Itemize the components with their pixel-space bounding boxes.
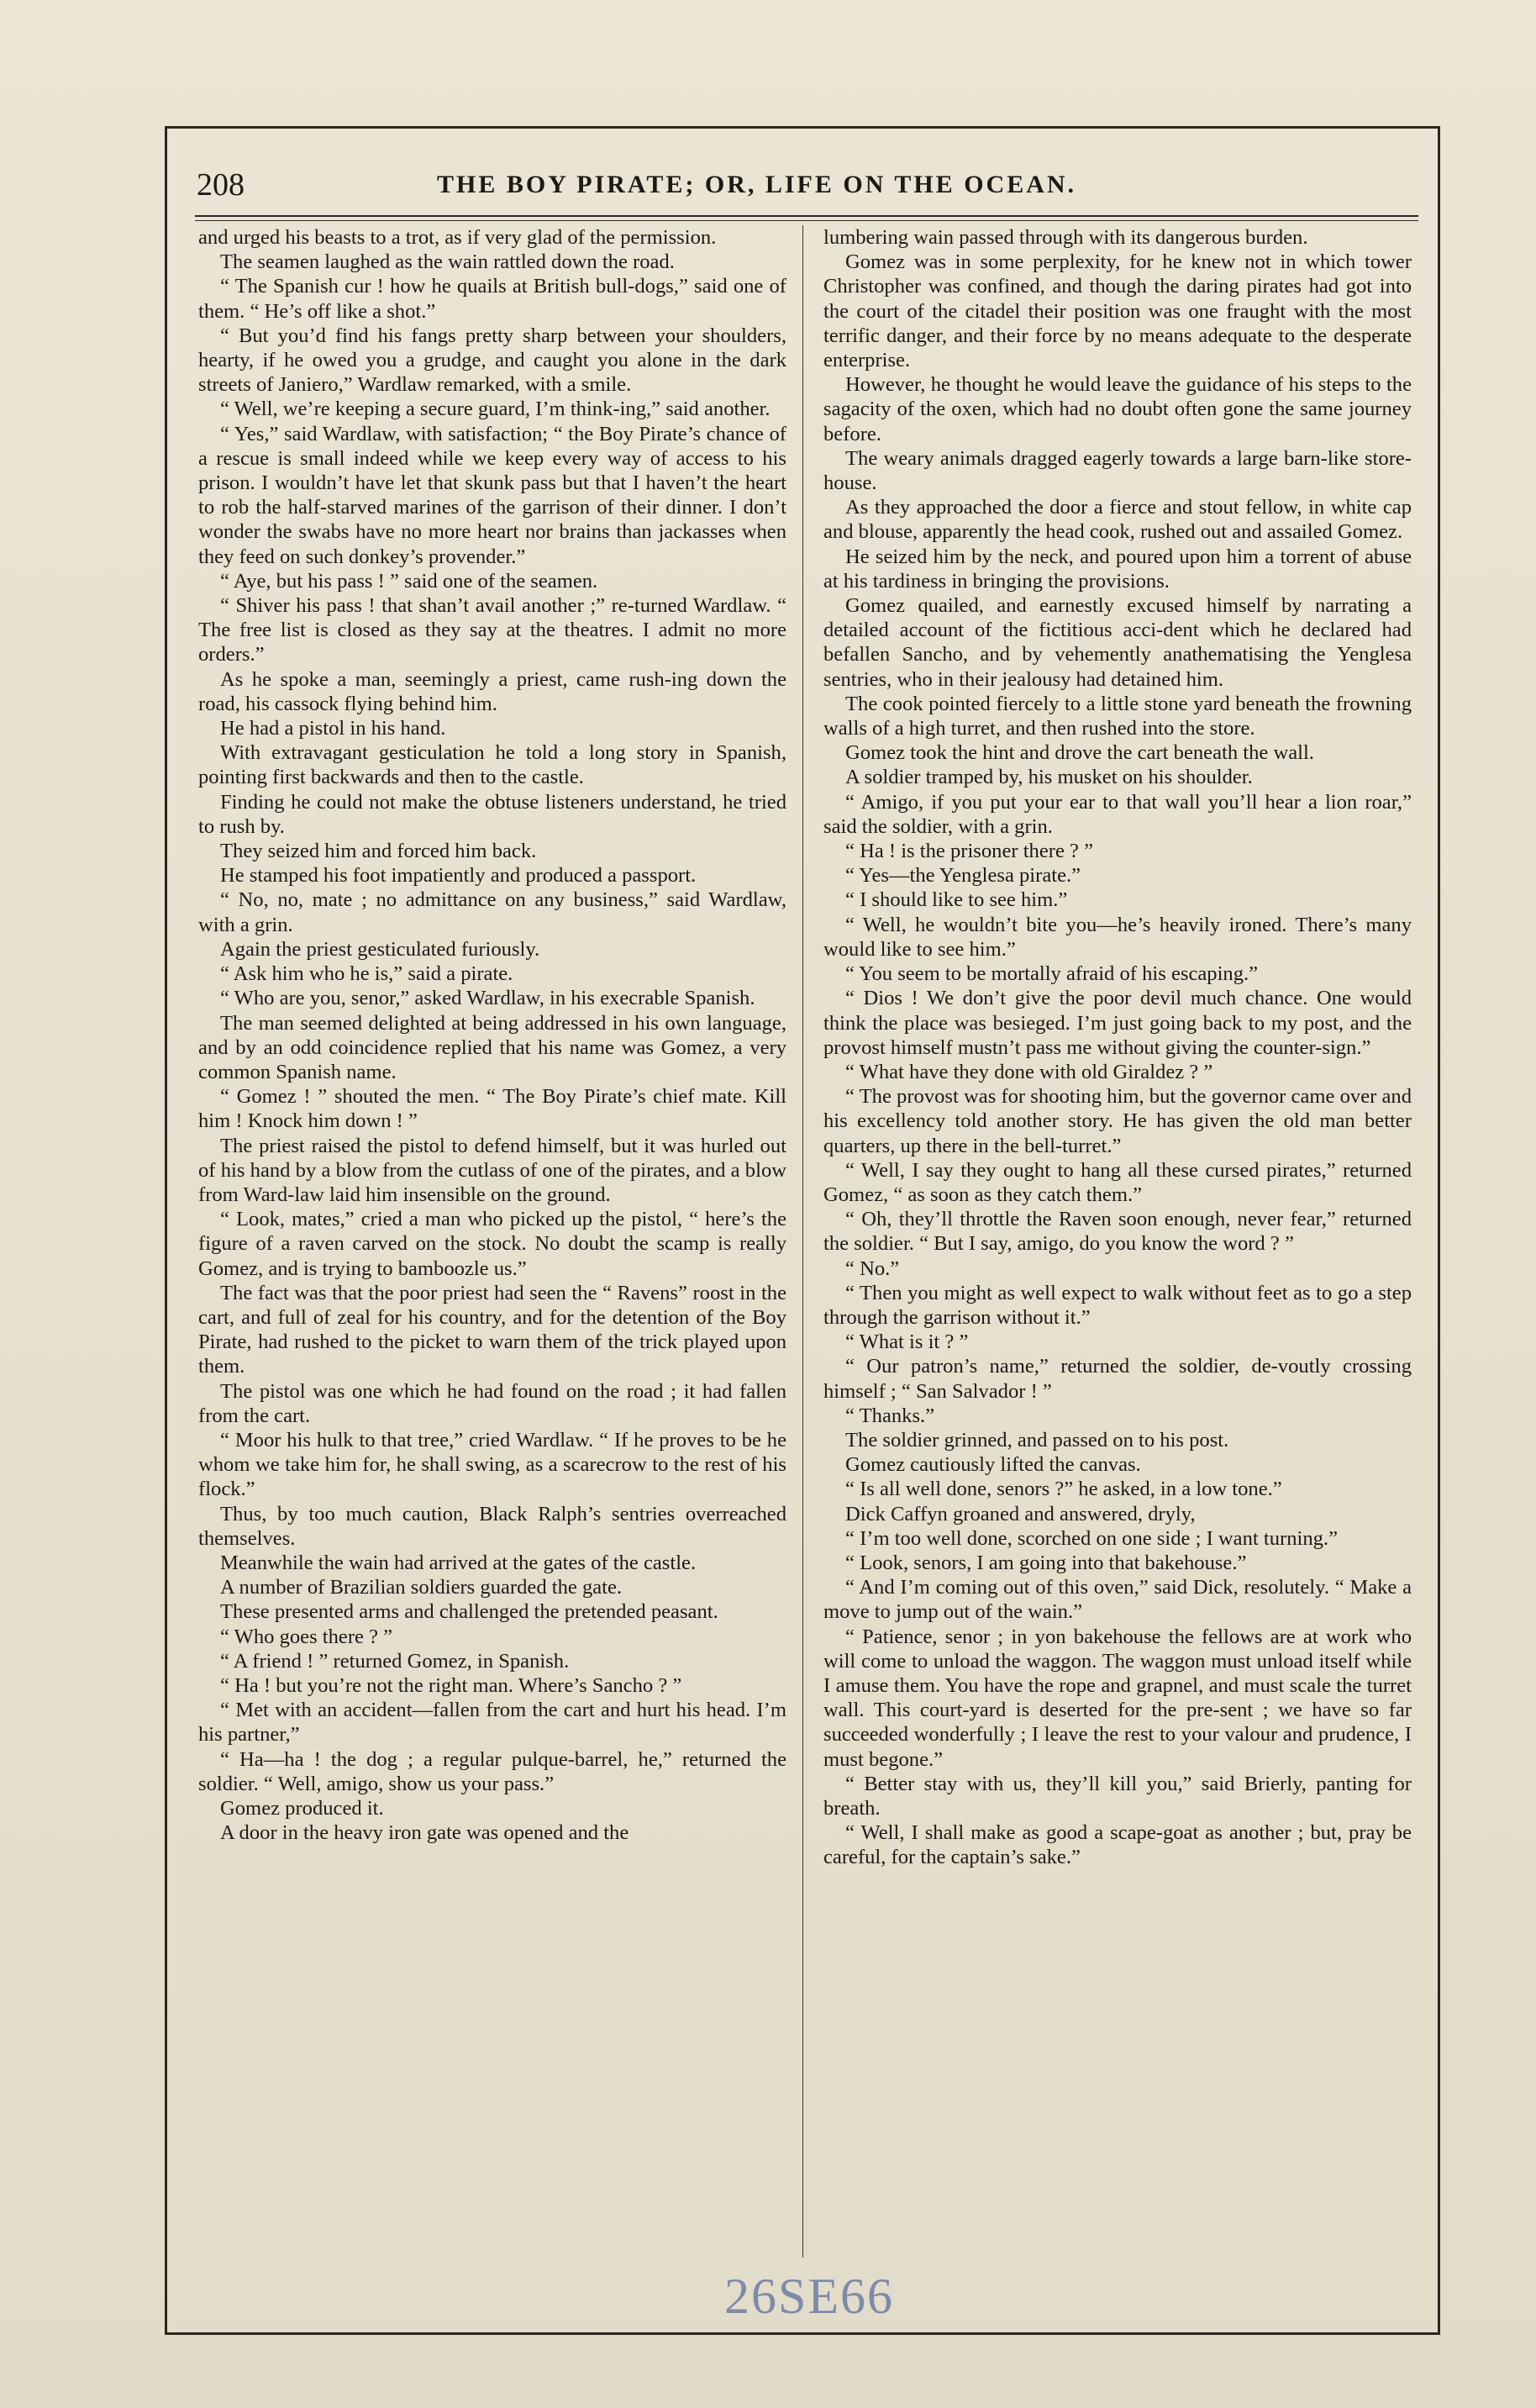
paragraph: “ Shiver his pass ! that shan’t avail another ;” re-turned Wardlaw. “ The free list is closed as they say at the theatres. I admit no more orders.” xyxy=(198,594,786,667)
paragraph: The pistol was one which he had found on the road ; it had fallen from the cart. xyxy=(198,1379,786,1427)
paragraph: Thus, by too much caution, Black Ralph’s sentries overreached themselves. xyxy=(198,1502,786,1550)
paragraph: Gomez cautiously lifted the canvas. xyxy=(845,1453,1141,1477)
paragraph: The cook pointed fiercely to a little stone yard beneath the frowning walls of a high turret, and then rushed into the store. xyxy=(823,692,1412,740)
paragraph: A soldier tramped by, his musket on his shoulder. xyxy=(845,766,1253,789)
paragraph: “ Aye, but his pass ! ” said one of the seamen. xyxy=(220,569,598,593)
paragraph: “ Gomez ! ” shouted the men. “ The Boy Pirate’s chief mate. Kill him ! Knock him down ! ” xyxy=(198,1085,786,1133)
paragraph: “ Ha ! but you’re not the right man. Where’s Sancho ? ” xyxy=(220,1673,682,1697)
paragraph: “ What is it ? ” xyxy=(845,1330,969,1354)
paragraph: “ Patience, senor ; in yon bakehouse the fellows are at work who will come to unload the waggon. The waggon must unload itself while I amuse them. You have the rope and grapnel, and must scale the turret wall. This court-yard is deserted for the pre-sent ; we have so far succeeded wonderfully ; I leave the rest to your valour and prudence, I must begone.” xyxy=(823,1625,1412,1771)
paragraph: “ But you’d find his fangs pretty sharp between your shoulders, hearty, if he owed you a grudge, and caught you alone in the dark streets of Janiero,” Wardlaw remarked, with a smile. xyxy=(198,324,786,397)
paragraph: “ You seem to be mortally afraid of his escaping.” xyxy=(845,962,1259,986)
paragraph: “ I should like to see him.” xyxy=(845,888,1068,912)
paragraph: “ Thanks.” xyxy=(845,1404,935,1427)
paragraph: “ Well, I shall make as good a scape-goat as another ; but, pray be careful, for the captain’s sake.” xyxy=(823,1821,1412,1869)
paragraph: “ Yes—the Yenglesa pirate.” xyxy=(845,864,1081,888)
paragraph: “ Then you might as well expect to walk without feet as to go a step through the garrison without it.” xyxy=(823,1281,1412,1329)
paragraph: “ The provost was for shooting him, but the governor came over and his excellency told another story. He has given the old man better quarters, up there in the bell-turret.” xyxy=(823,1085,1412,1157)
paragraph: Finding he could not make the obtuse listeners understand, he tried to rush by. xyxy=(198,790,786,838)
paragraph: “ Our patron’s name,” returned the soldier, de-voutly crossing himself ; “ San Salvador ! ” xyxy=(823,1355,1412,1403)
paragraph: “ No, no, mate ; no admittance on any business,” said Wardlaw, with a grin. xyxy=(198,888,786,936)
paragraph: As they approached the door a fierce and stout fellow, in white cap and blouse, apparently the head cook, rushed out and assailed Gomez. xyxy=(823,496,1412,544)
paragraph: “ Well, he wouldn’t bite you—he’s heavily ironed. There’s many would like to see him.” xyxy=(823,913,1412,961)
paragraph: “ I’m too well done, scorched on one side ; I want turning.” xyxy=(845,1526,1338,1550)
paragraph: As he spoke a man, seemingly a priest, came rush-ing down the road, his cassock flying behind him. xyxy=(198,667,786,715)
paragraph: The soldier grinned, and passed on to his post. xyxy=(845,1428,1229,1452)
paragraph: “ What have they done with old Giraldez ? ” xyxy=(845,1060,1213,1083)
paragraph: “ Yes,” said Wardlaw, with satisfaction; “ the Boy Pirate’s chance of a rescue is small indeed while we keep every way of access to his prison. I wouldn’t have let that skunk pass but that I haven’t the heart to rob the half-starved marines of the garrison of their dinner. I don’t wonder the swabs have no more heart nor brains than jackasses when they feed on such donkey’s provender.” xyxy=(198,422,786,568)
paragraph: “ Look, senors, I am going into that bakehouse.” xyxy=(845,1551,1247,1574)
paragraph: Dick Caffyn groaned and answered, dryly, xyxy=(845,1502,1196,1525)
paragraph: “ Oh, they’ll throttle the Raven soon enough, never fear,” returned the soldier. “ But I say, amigo, do you know the word ? ” xyxy=(823,1208,1412,1256)
paragraph: Gomez took the hint and drove the cart beneath the wall. xyxy=(845,741,1314,765)
paragraph: “ Well, I say they ought to hang all these cursed pirates,” returned Gomez, “ as soon as they catch them.” xyxy=(823,1158,1412,1206)
paragraph: “ Better stay with us, they’ll kill you,” said Brierly, panting for breath. xyxy=(823,1772,1412,1820)
header-rule-thin xyxy=(195,220,1418,221)
paragraph: The priest raised the pistol to defend himself, but it was hurled out of his hand by a blow from the cutlass of one of the pirates, and a blow from Ward-law laid him insensible on the ground. xyxy=(198,1134,786,1206)
paragraph: The seamen laughed as the wain rattled down the road. xyxy=(220,250,675,274)
paragraph: and urged his beasts to a trot, as if very glad of the permission. xyxy=(198,226,717,249)
paragraph: The fact was that the poor priest had seen the “ Ravens” roost in the cart, and full of zeal for his country, and for the detention of the Boy Pirate, had rushed to the picket to warn them of the trick played upon them. xyxy=(198,1281,786,1378)
paragraph: Gomez produced it. xyxy=(220,1797,384,1820)
paragraph: He stamped his foot impatiently and produced a passport. xyxy=(220,864,697,888)
paragraph: “ Dios ! We don’t give the poor devil much chance. One would think the place was besieged. I’m just going back to my post, and the provost himself mustn’t pass me without giving the counter-sign.” xyxy=(823,987,1412,1059)
library-date-stamp: 26SE66 xyxy=(724,2268,895,2324)
paragraph: He had a pistol in his hand. xyxy=(220,717,446,740)
paragraph: Again the priest gesticulated furiously. xyxy=(220,937,540,961)
left-column xyxy=(198,225,786,1845)
right-column xyxy=(823,225,1412,1870)
paragraph: With extravagant gesticulation he told a long story in Spanish, pointing first backwards and then to the castle. xyxy=(198,741,786,789)
bottom-rule xyxy=(165,2333,1440,2335)
paragraph: Gomez was in some perplexity, for he knew not in which tower Christopher was confined, and though the daring pirates had got into the court of the citadel their position was one fraught with the most terrific danger, and their force by no means adequate to the desperate enterprise. xyxy=(823,250,1412,372)
paragraph: “ Moor his hulk to that tree,” cried Wardlaw. “ If he proves to be he whom we take him for, he shall swing, as a scarecrow to the rest of his flock.” xyxy=(198,1428,786,1501)
paragraph: A door in the heavy iron gate was opened and the xyxy=(220,1821,629,1845)
paragraph: “ Who goes there ? ” xyxy=(220,1625,393,1648)
paragraph: “ Ha—ha ! the dog ; a regular pulque-barrel, he,” returned the soldier. “ Well, amigo, show us your pass.” xyxy=(198,1747,786,1795)
paragraph: “ The Spanish cur ! how he quails at British bull-dogs,” said one of them. “ He’s off like a shot.” xyxy=(198,275,786,323)
page-header xyxy=(193,161,1420,208)
paragraph: “ Who are you, senor,” asked Wardlaw, in his execrable Spanish. xyxy=(220,987,755,1010)
paragraph: “ And I’m coming out of this oven,” said Dick, resolutely. “ Make a move to jump out of the wain.” xyxy=(823,1576,1412,1624)
page-number: 208 xyxy=(197,167,245,203)
paragraph: He seized him by the neck, and poured upon him a torrent of abuse at his tardiness in bringing the provisions. xyxy=(823,545,1412,593)
paragraph: “ Met with an accident—fallen from the cart and hurt his head. I’m his partner,” xyxy=(198,1699,786,1747)
paragraph: Meanwhile the wain had arrived at the gates of the castle. xyxy=(220,1551,697,1574)
paragraph: These presented arms and challenged the pretended peasant. xyxy=(220,1600,718,1624)
paragraph: “ A friend ! ” returned Gomez, in Spanish. xyxy=(220,1649,570,1673)
paragraph: A number of Brazilian soldiers guarded the gate. xyxy=(220,1576,623,1599)
paragraph: “ Ha ! is the prisoner there ? ” xyxy=(845,840,1093,863)
paragraph: However, he thought he would leave the guidance of his steps to the sagacity of the oxen, which had no doubt often gone the same journey before. xyxy=(823,373,1412,445)
paragraph: “ Well, we’re keeping a secure guard, I’m think-ing,” said another. xyxy=(220,398,771,421)
paragraph: “ Ask him who he is,” said a pirate. xyxy=(220,962,513,986)
paragraph: “ Is all well done, senors ?” he asked, in a low tone.” xyxy=(845,1478,1282,1501)
paragraph: “ Look, mates,” cried a man who picked up the pistol, “ here’s the figure of a raven carved on the stock. No doubt the scamp is really Gomez, and is trying to bamboozle us.” xyxy=(198,1208,786,1280)
paragraph: They seized him and forced him back. xyxy=(220,840,537,863)
paragraph: The man seemed delighted at being addressed in his own language, and by an odd coincidence replied that his name was Gomez, a very common Spanish name. xyxy=(198,1011,786,1083)
paragraph: “ Amigo, if you put your ear to that wall you’ll hear a lion roar,” said the soldier, with a grin. xyxy=(823,790,1412,838)
running-title: THE BOY PIRATE; OR, LIFE ON THE OCEAN. xyxy=(437,171,1077,198)
paragraph: “ No.” xyxy=(845,1257,900,1280)
paragraph: Gomez quailed, and earnestly excused himself by narrating a detailed account of the fictitious acci-dent which he declared had befallen Sancho, and by vehemently anathematising the Yenglesa sentries, who in their jealousy had detained him. xyxy=(823,594,1412,691)
column-divider xyxy=(802,225,803,2258)
paragraph: lumbering wain passed through with its dangerous burden. xyxy=(823,226,1308,249)
paragraph: The weary animals dragged eagerly towards a large barn-like store-house. xyxy=(823,446,1412,495)
header-rule xyxy=(195,215,1418,217)
